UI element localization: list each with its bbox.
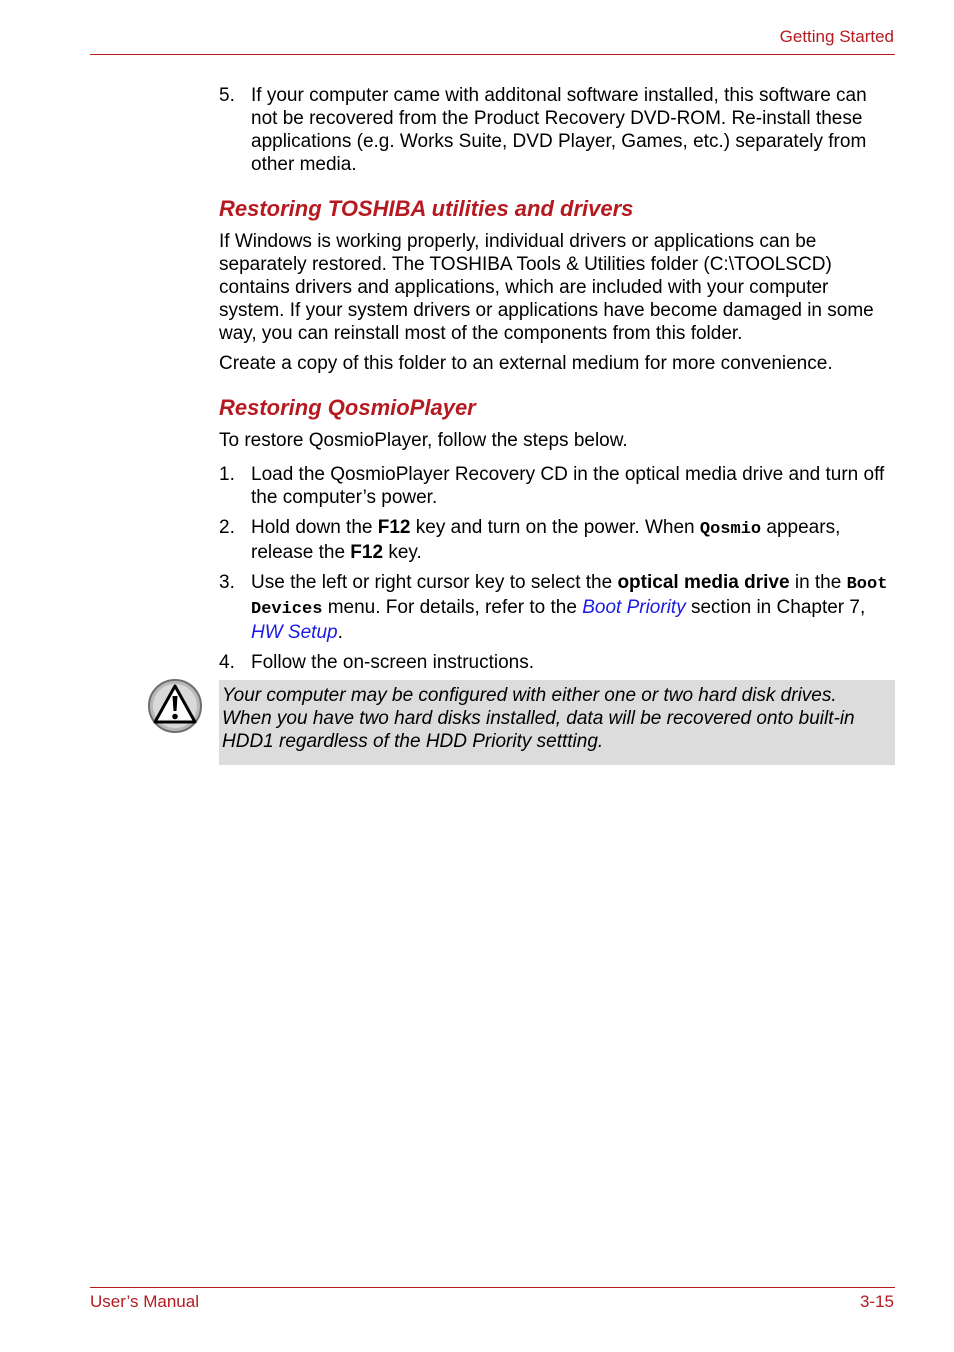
list-item bbox=[219, 463, 895, 509]
page-number: 3-15 bbox=[859, 1292, 894, 1311]
note-text: Your computer may be configured with either one or two hard disk drives. When you have two hard disks installed, data will be recovered onto built-in HDD1 regardless of the HDD Priority settting. bbox=[222, 685, 855, 752]
paragraph: If Windows is working properly, individual drivers or applications can be separately restored. The TOSHIBA Tools & Utilities folder (C:\TOOLSCD) contains drivers and applications, which are included with your computer system. If your system drivers or applications have become damaged in some way, you can reinstall most of the components from this folder. bbox=[219, 231, 874, 344]
text-run: key. bbox=[383, 542, 422, 563]
paragraph: To restore QosmioPlayer, follow the steps below. bbox=[219, 430, 628, 451]
running-header: Getting Started bbox=[779, 27, 894, 46]
note-box bbox=[219, 680, 895, 765]
text-run: section in Chapter 7, bbox=[685, 597, 866, 618]
list-text: Follow the on-screen instructions. bbox=[251, 652, 535, 673]
list-text: Load the QosmioPlayer Recovery CD in the optical media drive and turn off the computer’s power. bbox=[251, 464, 885, 508]
list-number: 4. bbox=[219, 652, 235, 673]
section-heading-qosmioplayer: Restoring QosmioPlayer bbox=[219, 395, 476, 420]
code-text: Boot Devices bbox=[251, 575, 888, 619]
list-number: 2. bbox=[219, 517, 235, 538]
text-run: . bbox=[337, 622, 343, 643]
section-heading-utilities: Restoring TOSHIBA utilities and drivers bbox=[219, 196, 634, 221]
list-item bbox=[219, 651, 895, 674]
footer-rule bbox=[90, 1287, 895, 1288]
page-content bbox=[219, 84, 895, 681]
list-number: 3. bbox=[219, 572, 235, 593]
warning-icon bbox=[147, 678, 203, 734]
list-item bbox=[219, 516, 895, 564]
list-number: 1. bbox=[219, 464, 235, 485]
list-item bbox=[219, 571, 895, 644]
list-number: 5. bbox=[219, 85, 235, 106]
header-rule bbox=[90, 54, 895, 55]
boot-priority-link[interactable]: Boot Priority bbox=[582, 597, 686, 618]
code-text: Qosmio bbox=[699, 520, 762, 539]
list-item bbox=[219, 84, 895, 176]
list-text: If your computer came with additonal software installed, this software can not be recovered from the Product Recovery DVD-ROM. Re-install these applications (e.g. Works Suite, DVD Player, Games, etc.) separately from other media. bbox=[251, 85, 867, 175]
text-run: menu. For details, refer to the bbox=[322, 597, 583, 618]
text-run: Use the left or right cursor key to select the bbox=[251, 572, 618, 593]
hw-setup-link[interactable]: HW Setup bbox=[251, 622, 338, 643]
text-run: key and turn on the power. When bbox=[410, 517, 700, 538]
bold-term: optical media drive bbox=[617, 572, 790, 593]
text-run: in the bbox=[789, 572, 847, 593]
key-name: F12 bbox=[377, 517, 411, 538]
key-name: F12 bbox=[350, 542, 384, 563]
paragraph: Create a copy of this folder to an external medium for more convenience. bbox=[219, 353, 833, 374]
footer-manual-title: User’s Manual bbox=[90, 1292, 199, 1311]
list-text bbox=[251, 517, 840, 563]
text-run: appears, release the bbox=[251, 517, 841, 563]
list-text bbox=[251, 572, 887, 643]
text-run: Hold down the bbox=[251, 517, 378, 538]
